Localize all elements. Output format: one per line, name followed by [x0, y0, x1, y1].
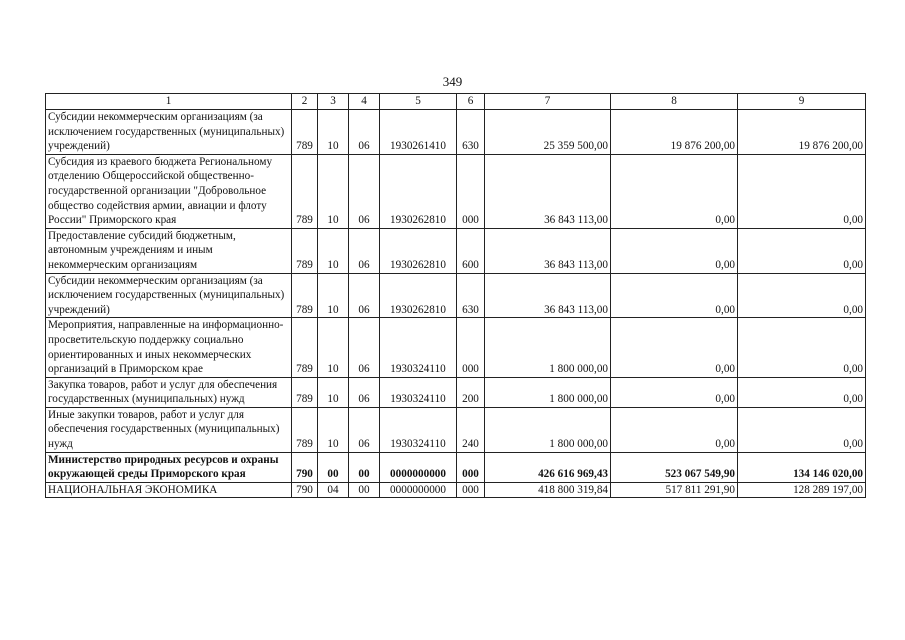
amount-cell: 1 800 000,00 [485, 318, 611, 377]
row-name: Субсидии некоммерческим организациям (за исключением государственных (муниципальных) учреждений) [46, 273, 292, 318]
row-name: Закупка товаров, работ и услуг для обеспечения государственных (муниципальных) нужд [46, 377, 292, 407]
amount-cell: 0,00 [611, 377, 738, 407]
code-cell: 1930324110 [380, 318, 457, 377]
row-name: Мероприятия, направленные на информационно-просветительскую поддержку социально ориентированных и иных некоммерческих организаций в Приморском крае [46, 318, 292, 377]
code-cell: 06 [349, 110, 380, 155]
amount-cell: 36 843 113,00 [485, 273, 611, 318]
code-cell: 200 [457, 377, 485, 407]
amount-cell: 418 800 319,84 [485, 482, 611, 498]
amount-cell: 517 811 291,90 [611, 482, 738, 498]
row-name: Министерство природных ресурсов и охраны окружающей среды Приморского края [46, 452, 292, 482]
amount-cell: 134 146 020,00 [738, 452, 866, 482]
code-cell: 10 [318, 377, 349, 407]
amount-cell: 0,00 [611, 407, 738, 452]
code-cell: 1930324110 [380, 407, 457, 452]
amount-cell: 0,00 [738, 273, 866, 318]
amount-cell: 0,00 [611, 154, 738, 228]
code-cell: 000 [457, 452, 485, 482]
header-cell: 3 [318, 94, 349, 110]
code-cell: 10 [318, 318, 349, 377]
code-cell: 1930262810 [380, 273, 457, 318]
table-row [46, 110, 866, 155]
code-cell: 789 [292, 154, 318, 228]
code-cell: 790 [292, 452, 318, 482]
code-cell: 10 [318, 228, 349, 273]
code-cell: 630 [457, 110, 485, 155]
amount-cell: 0,00 [611, 318, 738, 377]
code-cell: 1930262810 [380, 154, 457, 228]
table-row [46, 273, 866, 318]
code-cell: 000 [457, 154, 485, 228]
code-cell: 789 [292, 318, 318, 377]
amount-cell: 0,00 [611, 228, 738, 273]
amount-cell: 25 359 500,00 [485, 110, 611, 155]
table-row [46, 154, 866, 228]
code-cell: 06 [349, 273, 380, 318]
row-name: Предоставление субсидий бюджетным, автономным учреждениям и иным некоммерческим организациям [46, 228, 292, 273]
code-cell: 630 [457, 273, 485, 318]
row-name: Субсидия из краевого бюджета Региональному отделению Общероссийской общественно-государственной организации "Добровольное общество содействия армии, авиации и флоту России" Приморского края [46, 154, 292, 228]
code-cell: 790 [292, 482, 318, 498]
amount-cell: 523 067 549,90 [611, 452, 738, 482]
code-cell: 00 [318, 452, 349, 482]
code-cell: 10 [318, 154, 349, 228]
header-cell: 6 [457, 94, 485, 110]
code-cell: 600 [457, 228, 485, 273]
row-name: Иные закупки товаров, работ и услуг для обеспечения государственных (муниципальных) нужд [46, 407, 292, 452]
amount-cell: 36 843 113,00 [485, 154, 611, 228]
header-cell: 9 [738, 94, 866, 110]
header-cell: 2 [292, 94, 318, 110]
code-cell: 240 [457, 407, 485, 452]
amount-cell: 0,00 [738, 377, 866, 407]
amount-cell: 0,00 [738, 407, 866, 452]
code-cell: 10 [318, 273, 349, 318]
code-cell: 1930261410 [380, 110, 457, 155]
code-cell: 000 [457, 482, 485, 498]
code-cell: 10 [318, 110, 349, 155]
row-name: НАЦИОНАЛЬНАЯ ЭКОНОМИКА [46, 482, 292, 498]
amount-cell: 19 876 200,00 [611, 110, 738, 155]
table-row [46, 318, 866, 377]
code-cell: 0000000000 [380, 452, 457, 482]
code-cell: 1930262810 [380, 228, 457, 273]
code-cell: 00 [349, 452, 380, 482]
code-cell: 06 [349, 377, 380, 407]
amount-cell: 0,00 [738, 154, 866, 228]
header-cell: 5 [380, 94, 457, 110]
code-cell: 789 [292, 377, 318, 407]
code-cell: 04 [318, 482, 349, 498]
amount-cell: 1 800 000,00 [485, 377, 611, 407]
code-cell: 06 [349, 318, 380, 377]
header-cell: 8 [611, 94, 738, 110]
header-cell: 7 [485, 94, 611, 110]
header-cell: 1 [46, 94, 292, 110]
code-cell: 789 [292, 273, 318, 318]
page-number: 349 [442, 74, 463, 89]
table-row [46, 407, 866, 452]
code-cell: 1930324110 [380, 377, 457, 407]
code-cell: 789 [292, 228, 318, 273]
table-row-ministry-total [46, 452, 866, 482]
code-cell: 0000000000 [380, 482, 457, 498]
table-row [46, 377, 866, 407]
code-cell: 789 [292, 110, 318, 155]
code-cell: 10 [318, 407, 349, 452]
code-cell: 06 [349, 228, 380, 273]
code-cell: 06 [349, 154, 380, 228]
amount-cell: 36 843 113,00 [485, 228, 611, 273]
amount-cell: 0,00 [611, 273, 738, 318]
code-cell: 06 [349, 407, 380, 452]
code-cell: 000 [457, 318, 485, 377]
header-row [46, 94, 866, 110]
code-cell: 00 [349, 482, 380, 498]
amount-cell: 0,00 [738, 228, 866, 273]
amount-cell: 19 876 200,00 [738, 110, 866, 155]
budget-table [45, 93, 866, 498]
table-row [46, 228, 866, 273]
table-row [46, 482, 866, 498]
row-name: Субсидии некоммерческим организациям (за исключением государственных (муниципальных) учреждений) [46, 110, 292, 155]
code-cell: 789 [292, 407, 318, 452]
amount-cell: 0,00 [738, 318, 866, 377]
header-cell: 4 [349, 94, 380, 110]
amount-cell: 1 800 000,00 [485, 407, 611, 452]
amount-cell: 128 289 197,00 [738, 482, 866, 498]
amount-cell: 426 616 969,43 [485, 452, 611, 482]
